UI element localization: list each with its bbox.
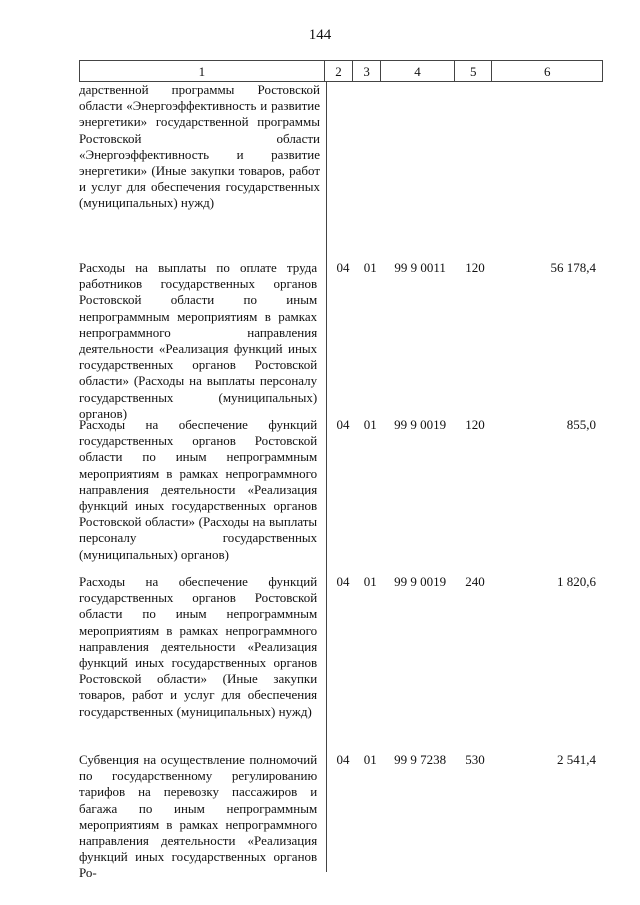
table-row bbox=[79, 260, 603, 421]
row-amount: 56 178,4 bbox=[550, 260, 596, 275]
row-csr: 99 9 7238 bbox=[394, 752, 447, 767]
table-row bbox=[79, 752, 603, 882]
row-rz: 04 bbox=[336, 417, 350, 432]
row-vr: 530 bbox=[465, 752, 485, 767]
header-col-4: 4 bbox=[380, 61, 454, 81]
row-amount: 1 820,6 bbox=[557, 574, 596, 589]
row-vr: 120 bbox=[465, 417, 485, 432]
header-col-2: 2 bbox=[324, 61, 353, 81]
row-vr: 240 bbox=[465, 574, 485, 589]
row-amount: 855,0 bbox=[566, 417, 596, 432]
row-rz: 04 bbox=[336, 752, 350, 767]
header-col-3: 3 bbox=[352, 61, 380, 81]
row-amount: 2 541,4 bbox=[557, 752, 596, 767]
row-description: Расходы на обеспечение функций государственных органов Ростовской области по иным непрограммным мероприятиям в рамках непрограммного направления деятельности «Реализация функций иных государственных органов Ростовской области» (Расходы на выплаты персоналу государственных (муниципальных) органов) bbox=[79, 417, 318, 562]
table-body bbox=[79, 82, 603, 881]
row-description: Субвенция на осуществление полномочий по государственному регулированию тарифов на перевозку пассажиров и багажа по иным непрограммным мероприятиям в рамках непрограммного направления деятельности «Реализация функций иных государственных органов Ро- bbox=[79, 752, 318, 881]
row-description: дарственной программы Ростовской области «Энергоэффективность и развитие энергетики» государственной программы Ростовской области «Энергоэффективность и развитие энергетики» (Иные закупки товаров, работ и услуг для обеспечения государственных (муниципальных) нужд) bbox=[79, 82, 320, 211]
row-rz: 04 bbox=[336, 260, 350, 275]
row-rz: 04 bbox=[336, 574, 350, 589]
row-vr: 120 bbox=[465, 260, 485, 275]
row-pr: 01 bbox=[363, 260, 377, 275]
row-pr: 01 bbox=[363, 417, 377, 432]
column-divider bbox=[326, 82, 327, 872]
table-header bbox=[79, 60, 603, 82]
row-csr: 99 9 0019 bbox=[394, 574, 447, 589]
budget-table bbox=[79, 60, 603, 881]
table-row bbox=[79, 574, 603, 752]
row-pr: 01 bbox=[363, 574, 377, 589]
header-col-1: 1 bbox=[198, 64, 206, 79]
row-description: Расходы на обеспечение функций государственных органов Ростовской области по иным непрограммным мероприятиям в рамках непрограммного направления деятельности «Реализация функций иных государственных органов Ростовской области» (Иные закупки товаров, работ и услуг для обеспечения государственных (муниципальных) нужд) bbox=[79, 574, 318, 719]
header-col-5: 5 bbox=[454, 61, 492, 81]
table-row bbox=[79, 417, 603, 574]
row-csr: 99 9 0019 bbox=[394, 417, 447, 432]
table-row bbox=[79, 82, 603, 260]
row-csr: 99 9 0011 bbox=[394, 260, 446, 275]
row-pr: 01 bbox=[363, 752, 377, 767]
row-description: Расходы на выплаты по оплате труда работников государственных органов Ростовской области по иным непрограммным мероприятиям в рамках непрограммного направления деятельности «Реализация функций иных государственных органов Ростовской области» (Расходы на выплаты персоналу государственных (муниципальных) органов) bbox=[79, 260, 318, 421]
page-number: 144 bbox=[308, 27, 332, 43]
header-col-6: 6 bbox=[491, 61, 602, 81]
